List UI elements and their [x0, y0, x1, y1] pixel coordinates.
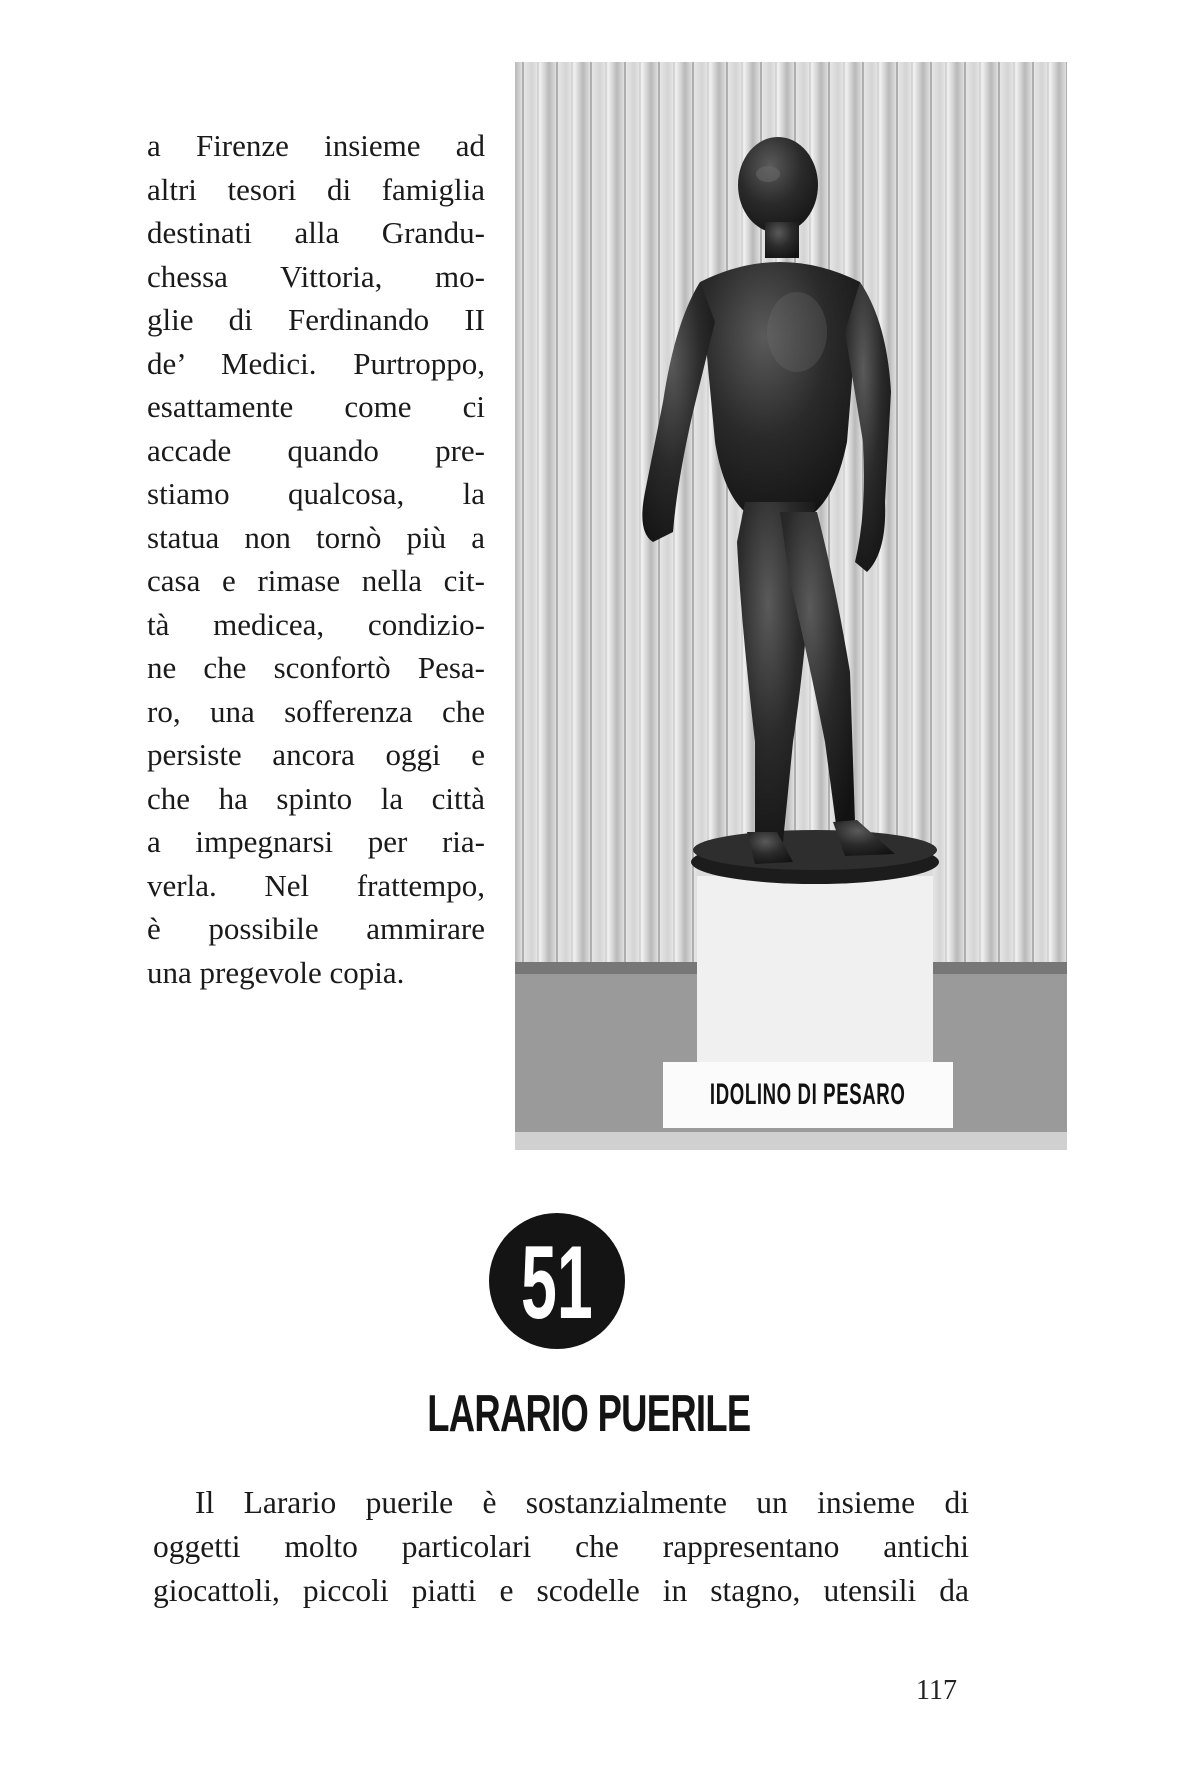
text-line: ne che sconfortò Pesa- [147, 650, 485, 685]
text-line: de’ Medici. Purtroppo, [147, 345, 485, 381]
text-line: altri tesori di famiglia [147, 171, 485, 207]
statue-illustration [515, 62, 1067, 1150]
left-column-text [147, 124, 485, 994]
text-line: chessa Vittoria, mo- [147, 258, 485, 294]
page-number: 117 [916, 1675, 957, 1706]
photo-caption [663, 1062, 953, 1128]
section-title [0, 1384, 1178, 1444]
text-line: accade quando pre- [147, 432, 485, 468]
text-line: esattamente come ci [147, 389, 485, 424]
text-line: tà medicea, condizio- [147, 606, 485, 642]
text-line: glie di Ferdinando II [147, 302, 485, 337]
text-line: a impegnarsi per ria- [147, 824, 485, 859]
photo-caption-text: IDOLINO DI PESARO [710, 1078, 906, 1111]
text-line: destinati alla Grandu- [147, 215, 485, 250]
section-number-badge [489, 1213, 625, 1349]
text-line: oggetti molto particolari che rappresentano antichi [153, 1529, 969, 1564]
text-line: stiamo qualcosa, la [147, 476, 485, 511]
text-line: persiste ancora oggi e [147, 737, 485, 772]
text-line: statua non tornò più a [147, 519, 485, 555]
text-line: è possibile ammirare [147, 911, 485, 946]
text-line: verla. Nel frattempo, [147, 867, 485, 903]
text-line: una pregevole copia. [147, 954, 405, 990]
text-line: a Firenze insieme ad [147, 128, 485, 163]
text-line: giocattoli, piccoli piatti e scodelle in stagno, utensili da [153, 1573, 969, 1608]
statue-photo [515, 62, 1067, 1150]
section-body-text [153, 1481, 969, 1613]
text-line: ro, una sofferenza che [147, 693, 485, 729]
section-title-text: LARARIO PUERILE [427, 1385, 751, 1443]
text-line: Il Larario puerile è sostanzialmente un insieme di [195, 1485, 969, 1520]
section-number: 51 [521, 1225, 593, 1341]
text-line: che ha spinto la città [147, 780, 485, 816]
text-line: casa e rimase nella cit- [147, 563, 485, 598]
